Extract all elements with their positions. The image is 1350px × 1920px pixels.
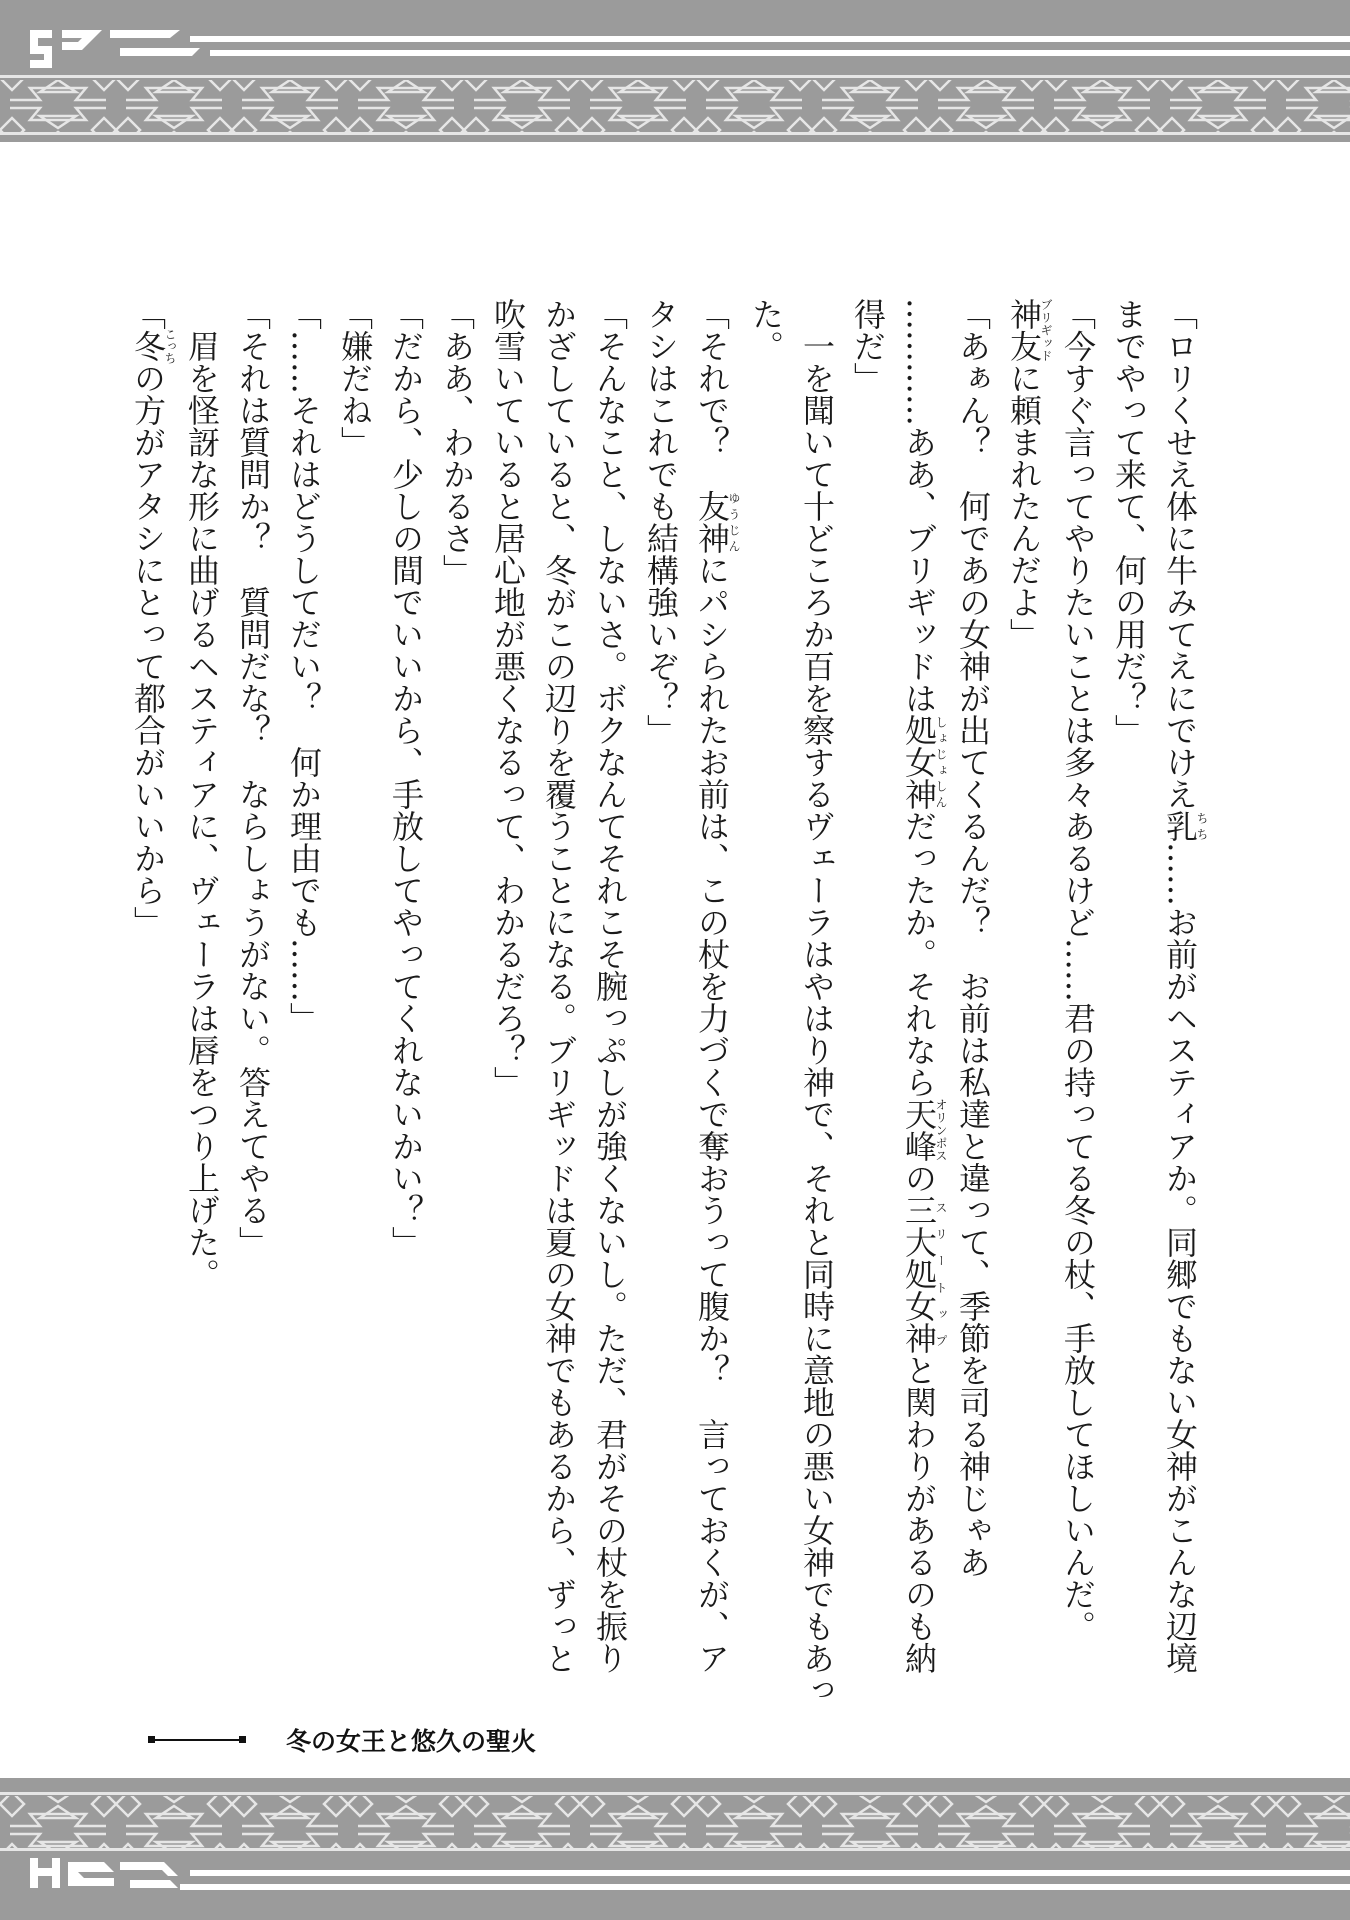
text-segment: 「ロリくせえ体に牛みてえにでけえ (1161, 298, 1199, 810)
text-line (947, 298, 998, 1598)
text-segment: 「嫌だね」 (336, 298, 374, 458)
text-line (584, 298, 635, 1674)
book-title: 冬の女王と悠久の聖火 (286, 1727, 537, 1756)
text-line (998, 298, 1052, 1598)
text-line (278, 298, 329, 1598)
text-segment: の方がアタシにとって都合がいいから」 (129, 362, 167, 938)
text-segment: 「だから、少しの間でいいから、手放してやってくれないかい？」 (387, 298, 425, 1258)
ruby-reading: ちち (1195, 810, 1209, 842)
ruby-base: 乳 (1161, 810, 1199, 842)
text-segment: 眉を怪訝な形に曲げるヘスティアに、ヴェーラは唇をつり上げた。 (183, 330, 221, 1290)
text-segment: 吹雪いていると居心地が悪くなるって、わかるだろ？」 (489, 298, 527, 1098)
running-footer (148, 1722, 536, 1758)
text-line (686, 298, 741, 1674)
text-line (533, 298, 584, 1674)
ruby-base: 三大処女神 (900, 1194, 938, 1354)
text-line (482, 298, 533, 1598)
footer-line-marker (148, 1739, 246, 1741)
ruby-word (1005, 298, 1053, 362)
ruby-reading: ブリギッド (1039, 298, 1053, 362)
footer-ornament-band (0, 1778, 1350, 1920)
ruby-base: 神友 (1005, 298, 1043, 362)
text-segment: た。 (747, 298, 785, 362)
header-ornament-band (0, 0, 1350, 142)
text-line (176, 298, 227, 1598)
text-line (635, 298, 686, 1598)
ruby-reading: こっち (163, 328, 177, 364)
text-segment: と関わりがあるのも納 (900, 1354, 938, 1674)
text-segment: タシはこれでも結構強いぞ？」 (642, 298, 680, 746)
text-segment: かざしていると、冬がこの辺りを覆うことになる。ブリギッドは夏の女神でもあるから、ずっと (540, 298, 578, 1674)
text-line (329, 298, 380, 1598)
text-line (227, 298, 278, 1598)
text-segment: までやって来て、何の用だ？」 (1110, 298, 1148, 746)
ruby-word (900, 1194, 948, 1354)
ruby-reading: スリートップ (934, 1194, 948, 1354)
text-segment: 「あぁん？ 何であの女神が出てくるんだ？ お前は私達と違って、季節を司る神じゃあ (954, 298, 992, 1578)
text-segment: 「そんなこと、しないさ。ボクなんてそれこそ腕っぷしが強くないし。ただ、君がその杖を振り (591, 298, 629, 1674)
ruby-base: 処女神 (900, 714, 938, 810)
text-segment: 「ああ、わかるさ」 (438, 298, 476, 586)
body-text (122, 298, 1209, 1706)
text-line (122, 298, 176, 1598)
ruby-base: 友神 (693, 490, 731, 554)
ruby-word (900, 714, 948, 810)
text-line (893, 298, 948, 1674)
text-line (380, 298, 431, 1598)
ruby-word (1161, 810, 1209, 842)
ruby-base: 天峰 (900, 1098, 938, 1162)
ruby-reading: オリンポス (934, 1098, 948, 1162)
ruby-reading: ゆうじん (727, 490, 741, 554)
text-segment: に頼まれたんだよ」 (1005, 362, 1043, 650)
ruby-reading: しょじょしん (934, 714, 948, 810)
text-segment: 「……それはどうしてだい？ 何か理由でも……」 (285, 298, 323, 1034)
text-line (791, 298, 842, 1706)
text-segment: 一を聞いて十どころか百を察するヴェーラはやはり神で、それと同時に意地の悪い女神でもあっ (798, 330, 836, 1706)
text-segment: 「それで？ (693, 298, 731, 490)
ruby-word (693, 490, 741, 554)
text-segment: …………ああ、ブリギッドは (900, 298, 938, 714)
text-segment: にパシられたお前は、この杖を力づくで奪おうって腹か？ 言っておくが、ア (693, 554, 731, 1674)
ruby-word (900, 1098, 948, 1162)
text-line (1052, 298, 1103, 1642)
text-segment: ……お前がヘスティアか。同郷でもない女神がこんな辺境 (1161, 842, 1199, 1674)
text-segment: 「今すぐ言ってやりたいことは多々あるけど……君の持ってる冬の杖、手放してほしいんだ。 (1059, 298, 1097, 1642)
text-line (740, 298, 791, 1598)
text-segment: 「 (129, 298, 167, 330)
ruby-base: 冬 (129, 328, 167, 364)
text-segment: 「それは質問か？ 質問だな？ ならしょうがない。答えてやる」 (234, 298, 272, 1258)
ruby-word (129, 328, 177, 364)
text-line (431, 298, 482, 1598)
text-line (1103, 298, 1154, 1598)
text-segment: の (900, 1162, 938, 1194)
text-segment: 得だ」 (849, 298, 887, 394)
text-line (1154, 298, 1209, 1674)
text-line (842, 298, 893, 1598)
text-segment: だったか。それなら (900, 810, 938, 1098)
